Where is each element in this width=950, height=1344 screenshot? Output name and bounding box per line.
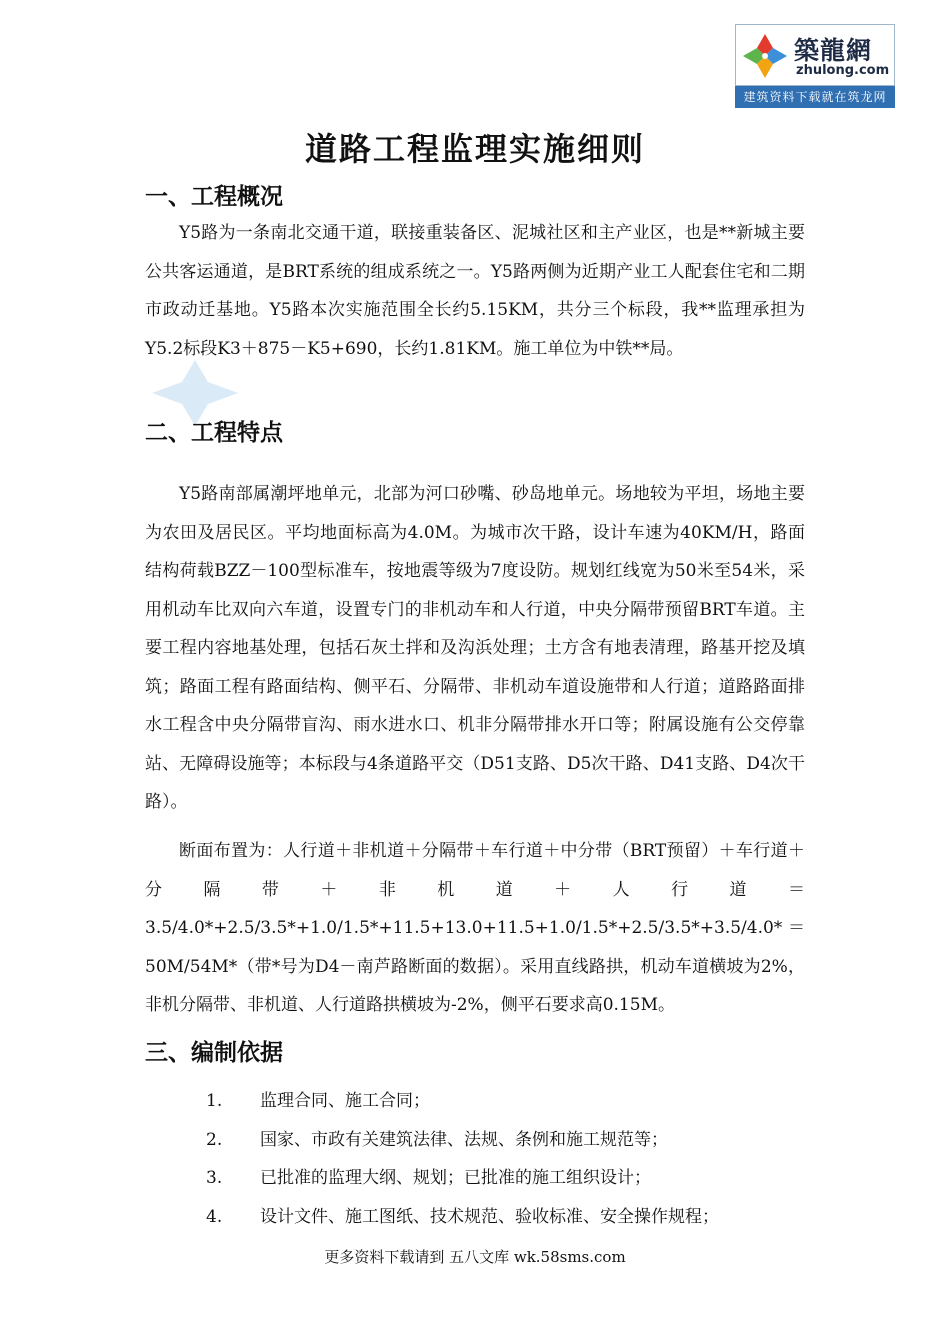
basis-list xyxy=(206,1082,806,1236)
list-item-text: 设计文件、施工图纸、技术规范、验收标准、安全操作规程； xyxy=(260,1206,719,1227)
list-item xyxy=(206,1159,806,1198)
list-item xyxy=(206,1198,806,1237)
section-heading-basis: 三、编制依据 xyxy=(145,1040,283,1066)
logo-slogan: 建筑资料下载就在筑龙网 xyxy=(735,86,895,108)
snowflake-logo-icon xyxy=(740,31,790,81)
list-item-text: 已批准的监理大纲、规划；已批准的施工组织设计； xyxy=(260,1168,651,1188)
list-item-text: 国家、市政有关建筑法律、法规、条例和施工规范等； xyxy=(260,1129,668,1150)
overview-paragraph: Y5路为一条南北交通干道，联接重装备区、泥城社区和主产业区，也是**新城主要公共客运通道，是BRT系统的组成系统之一。Y5路两侧为近期产业工人配套住宅和二期市政动迁基地。Y5路本次实施范围全长约5.15KM，共分三个标段，我**监理承担为Y5.2标段K3＋875－K5+690，长约1.81KM。施工单位为中铁**局。 xyxy=(145,223,805,359)
list-item-text: 监理合同、施工合同； xyxy=(260,1091,430,1111)
logo-domain: zhulong.com xyxy=(796,63,890,78)
list-item xyxy=(206,1082,806,1121)
list-item-number: 3. xyxy=(206,1168,223,1188)
list-item-number: 1. xyxy=(206,1091,223,1111)
footer-link[interactable]: 更多资料下载请到 五八文库 wk.58sms.com xyxy=(324,1248,626,1266)
document-title: 道路工程监理实施细则 xyxy=(304,130,645,168)
list-item-number: 4. xyxy=(206,1206,223,1227)
list-item-number: 2. xyxy=(206,1129,223,1150)
section-heading-features: 二、工程特点 xyxy=(145,420,283,446)
cross-section-paragraph: 断面布置为：人行道＋非机道＋分隔带＋车行道＋中分带（BRT预留）＋车行道＋分隔带＋非机道＋人行道＝3.5/4.0*+2.5/3.5*+1.0/1.5*+11.5+13.0+11.5+1.0/1.5*+2.5/3.5*+3.5/4.0*＝50M/54M*（带*号为D4－南芦路断面的数据）。采用直线路拱，机动车道横坡为2%，非机分隔带、非机道、人行道路拱横坡为-2%，侧平石要求高0.15M。 xyxy=(145,841,805,1015)
zhulong-logo xyxy=(735,24,895,108)
logo-name: 築龍網 xyxy=(794,36,873,65)
logo-box xyxy=(735,24,895,86)
section-heading-overview: 一、工程概况 xyxy=(145,184,283,210)
list-item xyxy=(206,1121,806,1160)
features-paragraph: Y5路南部属潮坪地单元，北部为河口砂嘴、砂岛地单元。场地较为平坦，场地主要为农田及居民区。平均地面标高为4.0M。为城市次干路，设计车速为40KM/H，路面结构荷载BZZ－100型标准车，按地震等级为7度设防。规划红线宽为50米至54米，采用机动车比双向六车道，设置专门的非机动车和人行道，中央分隔带预留BRT车道。主要工程内容地基处理，包括石灰土拌和及沟浜处理；土方含有地表清理，路基开挖及填筑；路面工程有路面结构、侧平石、分隔带、非机动车道设施带和人行道；道路路面排水工程含中央分隔带盲沟、雨水进水口、机非分隔带排水开口等；附属设施有公交停靠站、无障碍设施等；本标段与4条道路平交（D51支路、D5次干路、D41支路、D4次干路）。 xyxy=(145,484,805,812)
